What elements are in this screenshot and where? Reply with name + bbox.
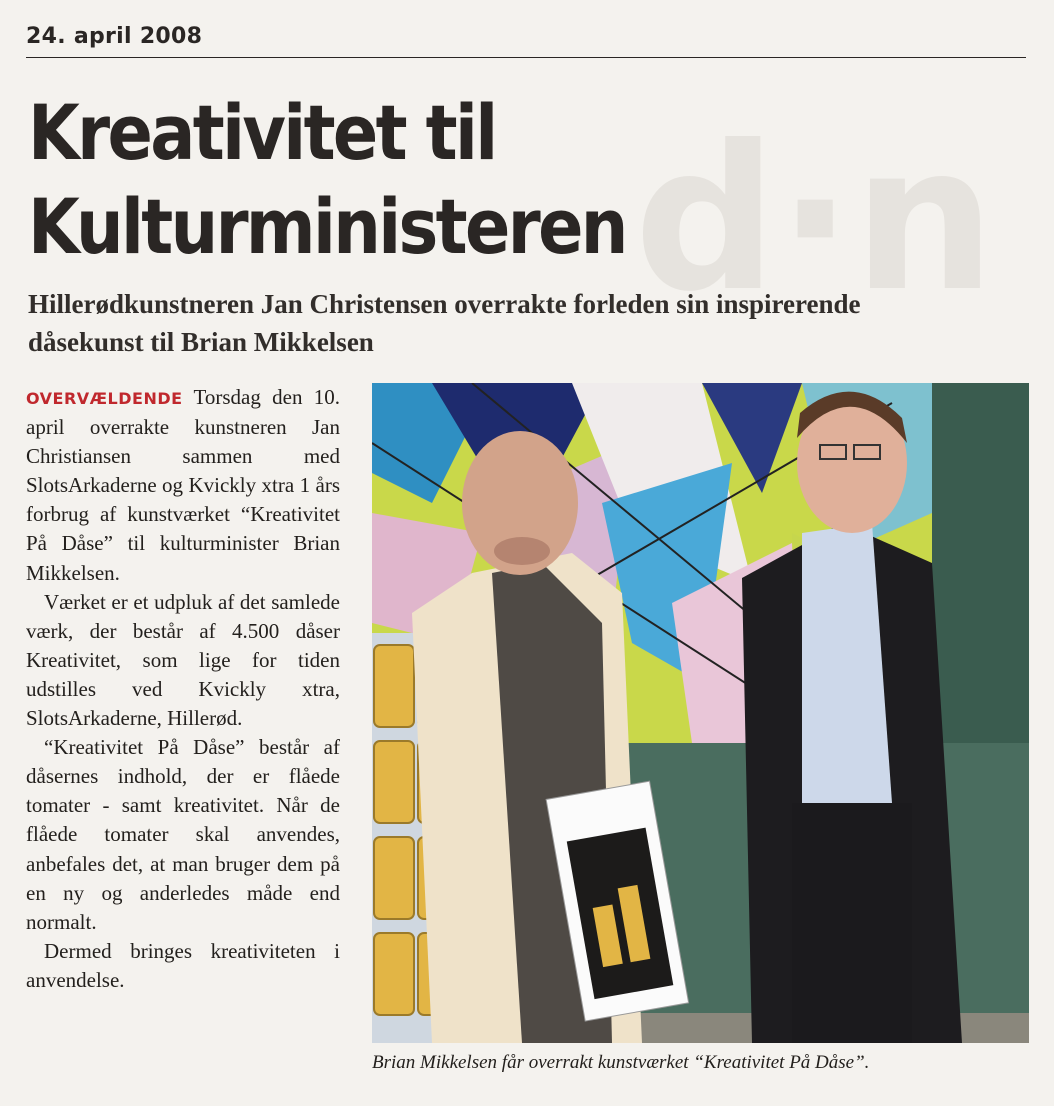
headline: Kreativitet til Kulturministeren (28, 88, 626, 271)
show-through-print: d·n (634, 120, 996, 336)
paragraph (26, 383, 340, 588)
paragraph: Værket er et udpluk af det samlede værk, der består af 4.500 dåser Kreativitet, som lige for tiden udstilles ved Kvickly xtra, SlotsArkaderne, Hillerød. (26, 589, 340, 731)
header-rule (26, 57, 1026, 58)
dateline: 24. april 2008 (26, 24, 203, 49)
article-photo (372, 383, 1029, 1043)
can (374, 933, 414, 1015)
deck-subtitle: Hillerødkunstneren Jan Christensen overrakte forleden sin inspirerende dåsekunst til Brian Mikkelsen (28, 289, 861, 357)
can (374, 837, 414, 919)
kicker-label: OVERVÆLDENDE (26, 389, 183, 408)
can (374, 645, 414, 727)
can (374, 741, 414, 823)
paragraph: “Kreativitet På Dåse” består af dåsernes indhold, der er flåede tomater - samt kreativitet. Når de flåede tomater skal anvendes, anbefales det, at man bruger dem på en ny og anderledes måde end normalt. (26, 735, 340, 934)
article-body (26, 383, 340, 995)
artist-chin (494, 537, 550, 565)
paragraph-text: Torsdag den 10. april overrakte kunstneren Jan Christiansen sammen med SlotsArkaderne og Kvickly xtra 1 års forbrug af kunstværket “Kreativitet På Dåse” til kulturminister Brian Mikkelsen. (26, 385, 340, 585)
paragraph: Dermed bringes kreativiteten i anvendelse. (26, 938, 340, 992)
photo-caption: Brian Mikkelsen får overrakt kunstværket “Kreativitet På Dåse”. (372, 1052, 870, 1073)
photo-illustration (372, 383, 1029, 1043)
minister-trousers (792, 803, 912, 1043)
